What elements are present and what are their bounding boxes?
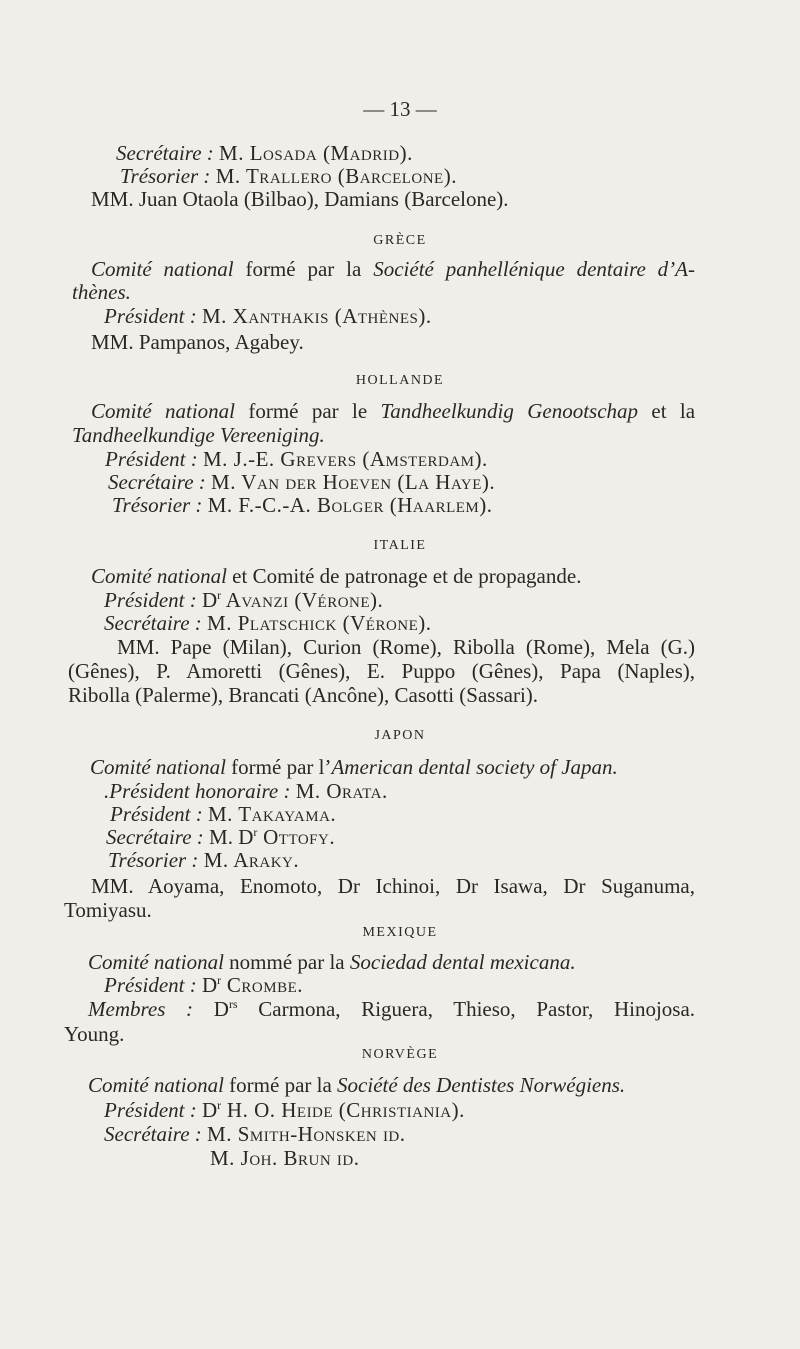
norvege-president-line — [104, 1097, 465, 1123]
secretaire-label: Secrétaire : — [104, 611, 202, 635]
japon-text: formé par l’ — [225, 755, 332, 779]
membres-label: Membres : — [88, 997, 194, 1021]
norvege-societe: Société des Dentistes Norwégiens. — [337, 1073, 626, 1097]
mexique-text: nommé par la — [223, 950, 350, 974]
dr-abbrev: D — [201, 588, 218, 612]
mexique-membres-line — [88, 996, 695, 1022]
president-label: Président : — [110, 802, 203, 826]
hollande-text-2: et la — [638, 399, 696, 423]
section-heading-mexique: MEXIQUE — [362, 925, 438, 940]
grece-line-1 — [91, 256, 695, 282]
president-value: M. J.-E. Grevers (Amsterdam). — [202, 447, 488, 471]
japon-comite: Comité national — [90, 755, 226, 779]
section-heading-italie: ITALIE — [373, 538, 427, 553]
section-heading-grece: GRÈCE — [373, 233, 427, 248]
tresorier-label: Trésorier : — [120, 164, 211, 188]
mexique-comite: Comité national — [88, 950, 224, 974]
norvege-line-1 — [88, 1072, 625, 1098]
grece-comite: Comité national — [91, 257, 234, 281]
grece-societe: Société panhellénique dentaire d’A- — [373, 257, 695, 281]
grece-president-line — [104, 303, 432, 329]
japon-society: American dental society of Japan. — [331, 755, 618, 779]
secretaire-label: Secrétaire : — [104, 1122, 202, 1146]
dr-sup: r — [217, 973, 222, 987]
italie-members-1: MM. Pape (Milan), Curion (Rome), Ribolla (Rome), Mela (G.) — [117, 635, 695, 659]
page-number: — 13 — — [363, 97, 437, 121]
italie-members-3: Ribolla (Palerme), Brancati (Ancône), Casotti (Sassari). — [68, 683, 539, 707]
section-heading-hollande: HOLLANDE — [355, 373, 445, 388]
dr-sup: rs — [228, 997, 238, 1011]
president-label: Président : — [104, 588, 197, 612]
italie-secretaire-line — [104, 610, 432, 636]
dr-sup: r — [217, 1098, 222, 1112]
dr-abbrev: D — [201, 973, 218, 997]
hon-value: M. Orata. — [295, 779, 388, 803]
secretaire-label: Secrétaire : — [106, 825, 204, 849]
president-value: Crombe. — [221, 973, 304, 997]
tresorier-value: M. Trallero (Barcelone). — [215, 164, 457, 188]
hollande-tresorier-line — [112, 492, 493, 518]
president-value: Avanzi (Vérone). — [221, 588, 384, 612]
japon-line-1 — [90, 754, 618, 780]
hollande-line-2: Tandheelkundige Vereeniging. — [72, 423, 325, 447]
spain-members-line: MM. Juan Otaola (Bilbao), Damians (Barcelone). — [91, 187, 509, 211]
mexique-members-2: Young. — [64, 1022, 125, 1046]
membres-value: Carmona, Riguera, Thieso, Pastor, Hinojosa. — [237, 997, 696, 1021]
tresorier-value: M. Araky. — [203, 848, 300, 872]
italie-line-1 — [91, 563, 581, 589]
mexique-sociedad: Sociedad dental mexicana. — [349, 950, 576, 974]
dr-sup: r — [253, 825, 258, 839]
president-value: H. O. Heide (Christiania). — [221, 1098, 465, 1122]
norvege-comite: Comité national — [88, 1073, 224, 1097]
grece-members-line: MM. Pampanos, Agabey. — [91, 330, 304, 354]
secretaire-value: M. Losada (Madrid). — [219, 141, 413, 165]
tresorier-label: Trésorier : — [112, 493, 203, 517]
secretaire-value: M. Van der Hoeven (La Haye). — [211, 470, 496, 494]
dr-sup: r — [217, 588, 222, 602]
japon-members-2: Tomiyasu. — [64, 898, 152, 922]
tresorier-value: M. F.-C.-A. Bolger (Haarlem). — [207, 493, 493, 517]
secretaire-value: Ottofy. — [257, 825, 336, 849]
norvege-text: formé par la — [223, 1073, 338, 1097]
grece-line-2: thènes. — [72, 280, 131, 304]
italie-members-2: (Gênes), P. Amoretti (Gênes), E. Puppo (Gênes), Papa (Naples), — [68, 659, 695, 683]
secretaire-value: M. Platschick (Vérone). — [207, 611, 432, 635]
japon-members-1: MM. Aoyama, Enomoto, Dr Ichinoi, Dr Isawa, Dr Suganuma, — [91, 874, 695, 898]
norvege-member-line: M. Joh. Brun id. — [210, 1146, 360, 1170]
mexique-president-line — [104, 972, 303, 998]
italie-text: et Comité de patronage et de propagande. — [226, 564, 582, 588]
president-label: Président : — [104, 973, 197, 997]
section-heading-japon: JAPON — [374, 728, 426, 743]
secretaire-label: Secrétaire : — [108, 470, 206, 494]
president-label: Président : — [104, 304, 197, 328]
president-value: M. Xanthakis (Athènes). — [201, 304, 432, 328]
section-heading-norvege: NORVÈGE — [361, 1047, 439, 1062]
hollande-comite: Comité national — [91, 399, 236, 423]
italie-comite: Comité national — [91, 564, 227, 588]
norvege-secretaire-line — [104, 1121, 406, 1147]
tresorier-label: Trésorier : — [108, 848, 199, 872]
hollande-genootschap: Tandheelkundig Genootschap — [380, 399, 639, 423]
secretaire-value: M. Smith-Honsken id. — [207, 1122, 406, 1146]
secretaire-pre: M. D — [209, 825, 254, 849]
dr-abbrev: D — [201, 1098, 218, 1122]
president-label: Président : — [104, 1098, 197, 1122]
hon-label: .Président honoraire : — [104, 779, 291, 803]
president-label: Président : — [105, 447, 198, 471]
dr-abbrev: D — [213, 997, 229, 1021]
hollande-text: formé par le — [235, 399, 381, 423]
hollande-line-1 — [91, 398, 695, 424]
president-value: M. Takayama. — [207, 802, 337, 826]
japon-tresorier-line — [108, 847, 299, 873]
secretaire-label: Secrétaire : — [116, 141, 214, 165]
grece-text: formé par la — [233, 257, 374, 281]
